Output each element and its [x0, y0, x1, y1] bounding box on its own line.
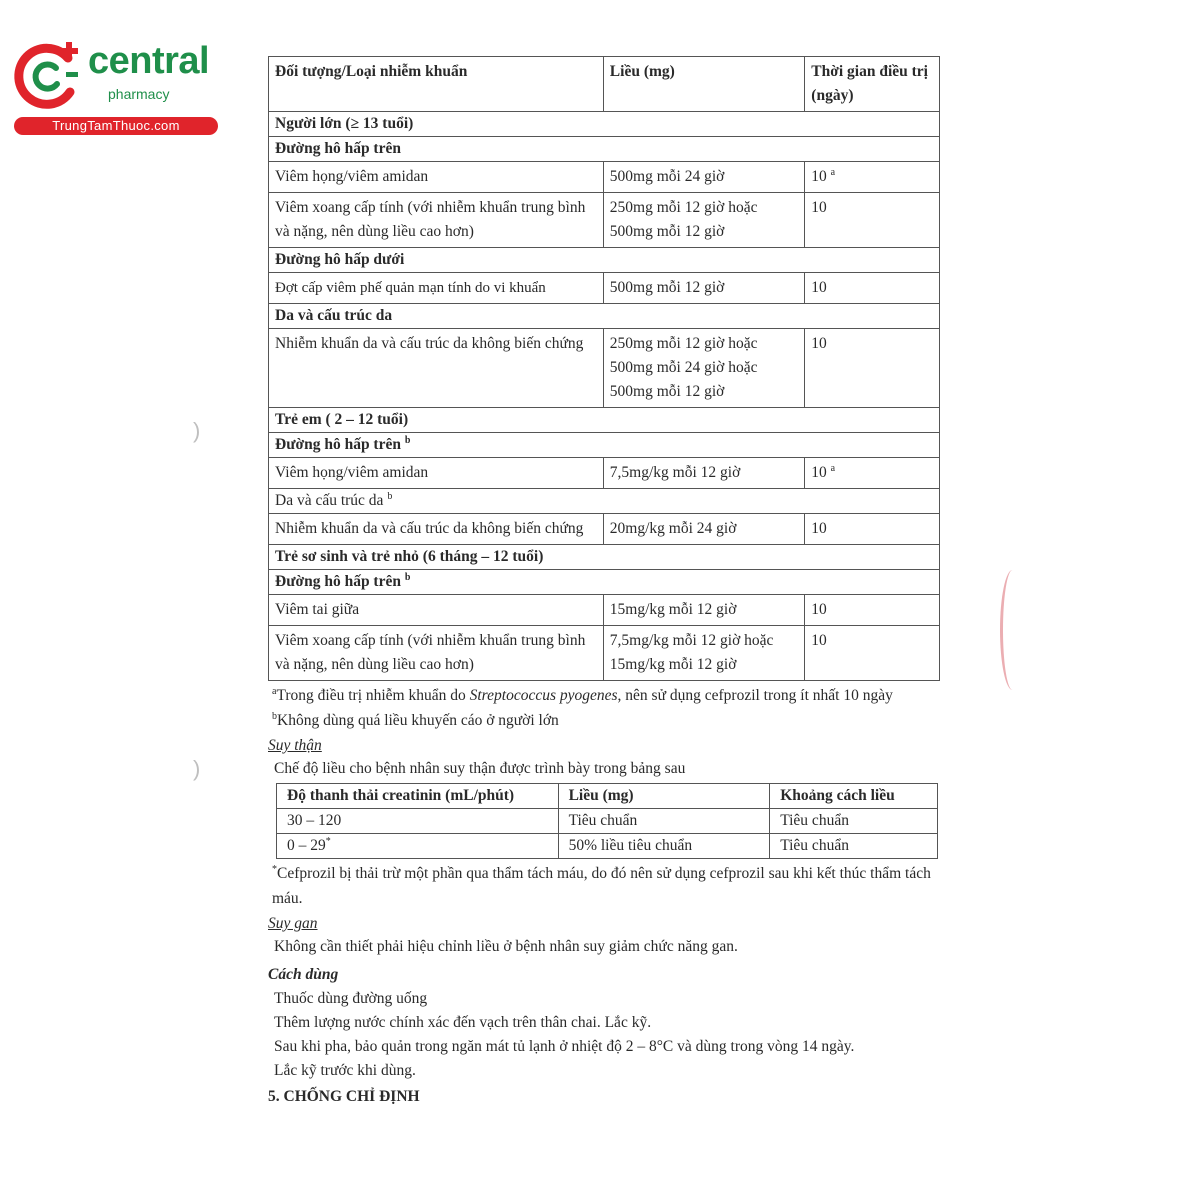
col-header: Khoảng cách liều [770, 784, 938, 809]
col-header: Thời gian điều trị (ngày) [805, 57, 940, 112]
table-row [269, 329, 940, 408]
cell-clearance: 30 – 120 [277, 809, 559, 834]
cell-interval: Tiêu chuẩn [770, 809, 938, 834]
table-header-row [269, 57, 940, 112]
renal-heading: Suy thận [268, 737, 322, 754]
cell-dose: 500mg mỗi 24 giờ [603, 162, 805, 193]
hepatic-heading: Suy gan [268, 915, 318, 932]
logo-site-badge: TrungTamThuoc.com [14, 117, 218, 135]
section-heading: Đường hô hấp dưới [269, 248, 940, 273]
col-header: Liều (mg) [558, 784, 770, 809]
cell-days: 10 $^a$ [805, 458, 940, 489]
footnote-b: $^b$Không dùng quá liều khuyến cáo ở người lớn [272, 710, 559, 729]
cell-infection: Viêm xoang cấp tính (với nhiễm khuẩn trung bình và nặng, nên dùng liều cao hơn) [269, 193, 604, 248]
cell-days: 10 [805, 193, 940, 248]
group-heading: Trẻ sơ sinh và trẻ nhỏ (6 tháng – 12 tuổi) [269, 545, 940, 570]
table-row [269, 193, 940, 248]
cell-days: 10 $^a$ [805, 162, 940, 193]
cell-infection: Viêm họng/viêm amidan [269, 162, 604, 193]
cell-interval: Tiêu chuẩn [770, 834, 938, 859]
cell-dose: 15mg/kg mỗi 12 giờ [603, 595, 805, 626]
logo-wordmark: central [88, 40, 210, 82]
table-row [277, 834, 938, 859]
col-header: Đối tượng/Loại nhiễm khuẩn [269, 57, 604, 112]
renal-intro: Chế độ liều cho bệnh nhân suy thận được trình bày trong bảng sau [274, 760, 686, 777]
renal-dose-table [276, 783, 938, 859]
usage-line: Lắc kỹ trước khi dùng. [274, 1062, 416, 1079]
cell-days: 10 [805, 595, 940, 626]
logo-subtitle: pharmacy [108, 86, 170, 102]
table-row [277, 809, 938, 834]
group-heading: Người lớn (≥ 13 tuổi) [269, 112, 940, 137]
col-header: Độ thanh thải creatinin (mL/phút) [277, 784, 559, 809]
cell-clearance: 0 – 29* [277, 834, 559, 859]
usage-line: Sau khi pha, bảo quản trong ngăn mát tủ lạnh ở nhiệt độ 2 – 8°C và dùng trong vòng 14 ngày. [274, 1038, 855, 1055]
cell-infection: Viêm tai giữa [269, 595, 604, 626]
scan-punch-mark: ) [193, 756, 201, 781]
section-heading: Da và cấu trúc da [269, 304, 940, 329]
col-header: Liều (mg) [603, 57, 805, 112]
cell-dose: 7,5mg/kg mỗi 12 giờ [603, 458, 805, 489]
usage-line: Thuốc dùng đường uống [274, 990, 428, 1007]
cell-days: 10 [805, 626, 940, 681]
central-pharmacy-logo[interactable] [10, 36, 220, 136]
footnote-a: $^a$Trong điều trị nhiễm khuẩn do Streptococcus pyogenes, nên sử dụng cefprozil trong ít nhất 10 ngày [272, 685, 893, 704]
table-row [269, 273, 940, 304]
usage-line: Thêm lượng nước chính xác đến vạch trên thân chai. Lắc kỹ. [274, 1014, 652, 1031]
renal-footnote: *Cefprozil bị thải trừ một phần qua thẩm tách máu, do đó nên sử dụng cefprozil sau khi kết thúc thẩm tách máu. [272, 863, 931, 907]
cell-days: 10 [805, 329, 940, 408]
cell-infection: Đợt cấp viêm phế quản mạn tính do vi khuẩn [269, 273, 604, 304]
table-header-row [277, 784, 938, 809]
cell-infection: Nhiễm khuẩn da và cấu trúc da không biến chứng [269, 329, 604, 408]
section-5-heading: 5. CHỐNG CHỈ ĐỊNH [268, 1088, 420, 1105]
section-heading: Đường hô hấp trên $^b$ [269, 570, 940, 595]
cell-dose: 50% liều tiêu chuẩn [558, 834, 770, 859]
section-heading: Da và cấu trúc da $^b$ [269, 489, 940, 514]
dosage-table [268, 56, 940, 681]
cell-dose: 7,5mg/kg mỗi 12 giờ hoặc 15mg/kg mỗi 12 giờ [603, 626, 805, 681]
cell-dose: 250mg mỗi 12 giờ hoặc 500mg mỗi 12 giờ [603, 193, 805, 248]
table-row [269, 626, 940, 681]
section-heading: Đường hô hấp trên $^b$ [269, 433, 940, 458]
usage-heading: Cách dùng [268, 966, 339, 983]
scan-punch-mark: ) [193, 418, 201, 443]
cell-dose: 20mg/kg mỗi 24 giờ [603, 514, 805, 545]
table-row [269, 514, 940, 545]
group-heading: Trẻ em ( 2 – 12 tuổi) [269, 408, 940, 433]
section-heading: Đường hô hấp trên [269, 137, 940, 162]
hepatic-text: Không cần thiết phải hiệu chỉnh liều ở bệnh nhân suy giảm chức năng gan. [274, 938, 738, 955]
table-row [269, 162, 940, 193]
document-page [268, 56, 940, 1109]
red-stamp-mark [1000, 570, 1025, 690]
table-footnotes [272, 683, 940, 733]
cell-infection: Viêm xoang cấp tính (với nhiễm khuẩn trung bình và nặng, nên dùng liều cao hơn) [269, 626, 604, 681]
table-row [269, 458, 940, 489]
cell-dose: 500mg mỗi 12 giờ [603, 273, 805, 304]
cell-days: 10 [805, 273, 940, 304]
cell-dose: 250mg mỗi 12 giờ hoặc 500mg mỗi 24 giờ hoặc 500mg mỗi 12 giờ [603, 329, 805, 408]
cell-days: 10 [805, 514, 940, 545]
cell-dose: Tiêu chuẩn [558, 809, 770, 834]
cell-infection: Viêm họng/viêm amidan [269, 458, 604, 489]
cell-infection: Nhiễm khuẩn da và cấu trúc da không biến chứng [269, 514, 604, 545]
table-row [269, 595, 940, 626]
logo-mark-icon [10, 36, 88, 114]
